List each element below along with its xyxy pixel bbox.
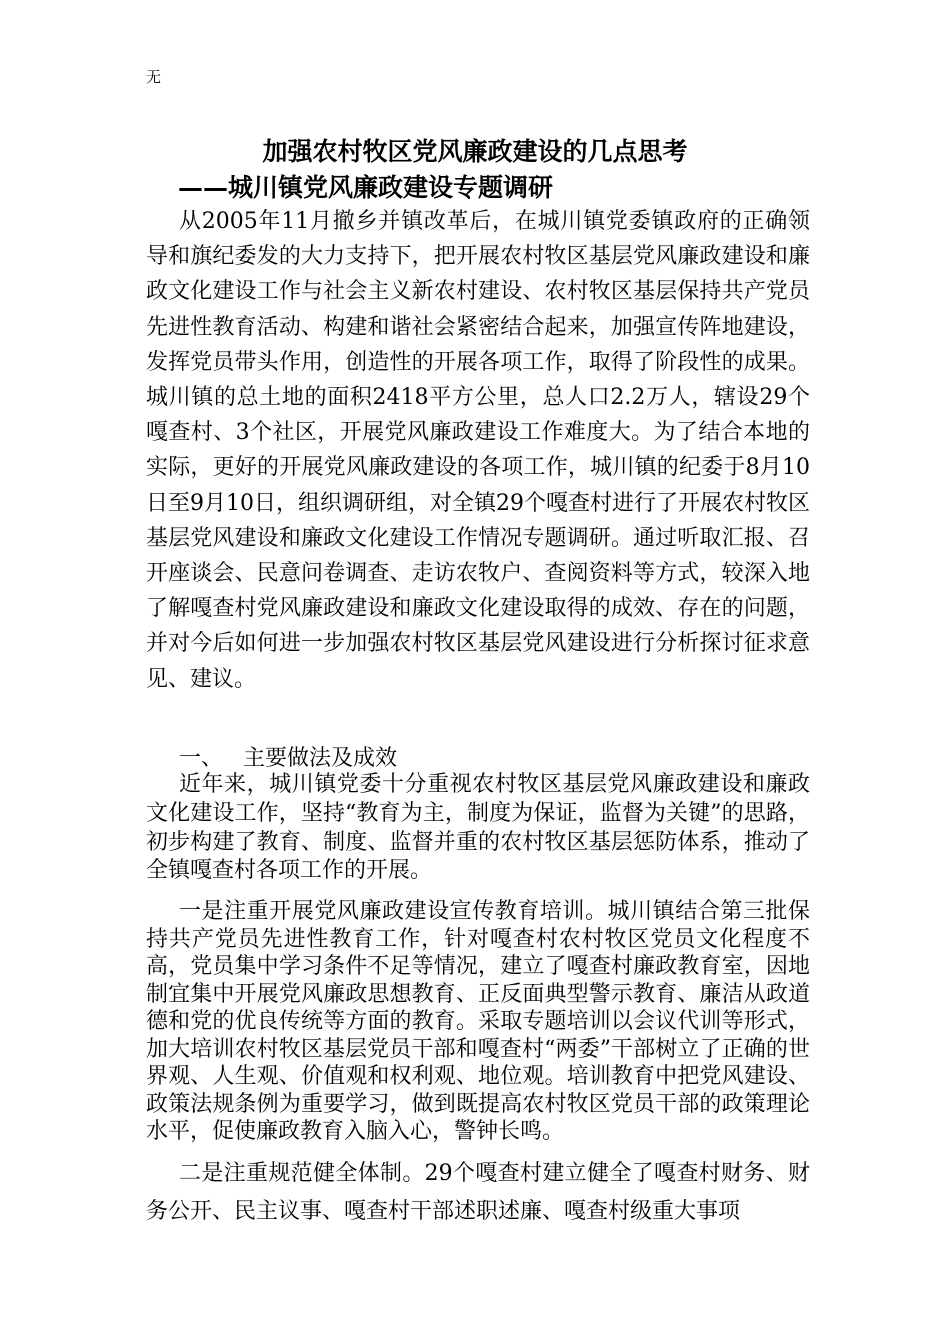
page-header-label: 无 [146, 68, 162, 86]
section-heading [179, 745, 397, 773]
intro-paragraph: 从2005年11月撤乡并镇改革后，在城川镇党委镇政府的正确领导和旗纪委发的大力支持下，把开展农村牧区基层党风廉政建设和廉政文化建设工作与社会主义新农村建设、农村牧区基层保持共产党员先进性教育活动、构建和谐社会紧密结合起来，加强宣传阵地建设，发挥党员带头作用，创造性的开展各项工作，取得了阶段性的成果。城川镇的总土地的面积2418平方公里，总人口2.2万人，辖设29个嘎查村、3个社区，开展党风廉政建设工作难度大。为了结合本地的实际，更好的开展党风廉政建设的各项工作，城川镇的纪委于8月10日至9月10日，组织调研组，对全镇29个嘎查村进行了开展农村牧区基层党风建设和廉政文化建设工作情况专题调研。通过听取汇报、召开座谈会、民意问卷调查、走访农牧户、查阅资料等方式，较深入地了解嘎查村党风廉政建设和廉政文化建设取得的成效、存在的问题，并对今后如何进一步加强农村牧区基层党风建设进行分析探讨征求意见、建议。 [146, 209, 810, 692]
document-subtitle: ——城川镇党风廉政建设专题调研 [178, 173, 554, 202]
section-number: 一、 [179, 746, 224, 771]
section-paragraph: 近年来，城川镇党委十分重视农村牧区基层党风廉政建设和廉政文化建设工作，坚持“教育为主，制度为保证，监督为关键”的思路，初步构建了教育、制度、监督并重的农村牧区基层惩防体系，推动了全镇嘎查村各项工作的开展。 [146, 772, 810, 884]
point-one-paragraph: 一是注重开展党风廉政建设宣传教育培训。城川镇结合第三批保持共产党员先进性教育工作，针对嘎查村农村牧区党员文化程度不高，党员集中学习条件不足等情况，建立了嘎查村廉政教育室，因地制宜集中开展党风廉政思想教育、正反面典型警示教育、廉洁从政道德和党的优良传统等方面的教育。采取专题培训以会议代训等形式，加大培训农村牧区基层党员干部和嘎查村“两委”干部树立了正确的世界观、人生观、价值观和权利观、地位观。培训教育中把党风建设、政策法规条例为重要学习，做到既提高农村牧区党员干部的政策理论水平，促使廉政教育入脑入心，警钟长鸣。 [146, 899, 810, 1144]
point-two-paragraph: 二是注重规范健全体制。29个嘎查村建立健全了嘎查村财务、财务公开、民主议事、嘎查村干部述职述廉、嘎查村级重大事项 [146, 1161, 810, 1224]
document-title: 加强农村牧区党风廉政建设的几点思考 [262, 137, 688, 166]
section-title: 主要做法及成效 [243, 746, 398, 771]
